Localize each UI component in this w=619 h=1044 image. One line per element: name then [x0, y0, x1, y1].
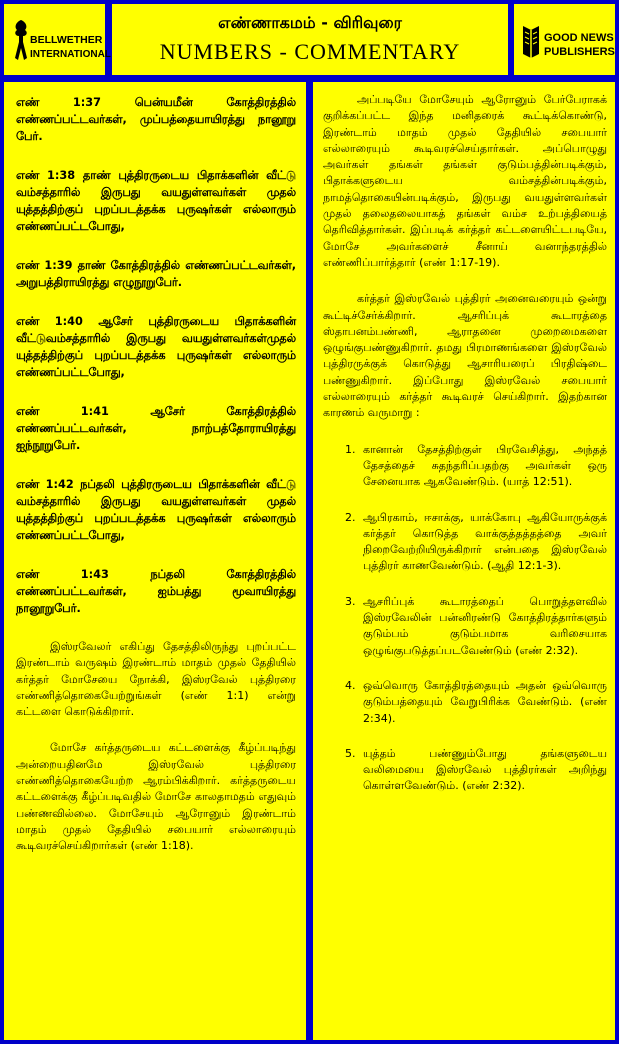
verse-1-41: எண் 1:41 ஆசேர் கோத்திரத்தில் எண்ணப்பட்டவர்கள், நாற்பத்தோராயிரத்து ஐந்நூறுபேர்.	[16, 405, 296, 452]
commentary-paragraph: கர்த்தர் இஸ்ரவேல் புத்திரர் அனைவரையும் ஒன்று கூட்டிச்சேர்க்கிறார். ஆசரிப்புக் கூடாரத்தை ஸ்தாபனம்பண்ணி, ஆராதனை முறைமைகளை ஒழுங்குபண்ணுகிறார். தமது பிரமாணங்களை இஸ்ரவேல் புத்திரருக்குக் கொடுத்து ஆசாரியரைப் பிரதிஷ்டை பண்ணுகிறார். இப்போது இஸ்ரவேல் சபையார் எல்லாரையும் கர்த்தர் கூடிவரச் செய்கிறார். இதற்கான காரணம் வருமாறு :	[323, 292, 607, 420]
page-header	[112, 4, 508, 75]
list-item: 1. கானான் தேசத்திற்குள் பிரவேசித்து, அந்தத் தேசத்தைச் சுதந்தரிப்பதற்கு அவர்கள் ஒரு சேனையாக ஆகவேண்டும். (யாத் 12:51).	[359, 442, 607, 491]
reasons-list	[323, 442, 607, 795]
list-item: 2. ஆபிரகாம், ஈசாக்கு, யாக்கோபு ஆகியோருக்குக் கர்த்தர் கொடுத்த வாக்குத்தத்தத்தை அவர் நிறைவேற்றியிருக்கிறார் என்பதை இஸ்ரவேல் புத்திரர் காணவேண்டும். (ஆதி 12:1-3).	[359, 510, 607, 575]
verse-1-37: எண் 1:37 பென்யமீன் கோத்திரத்தில் எண்ணப்பட்டவர்கள், முப்பத்தையாயிரத்து நானூறு பேர்.	[16, 96, 296, 143]
verse-1-40: எண் 1:40 ஆசேர் புத்திரருடைய பிதாக்களின் வீட்டுவம்சத்தாரில் இருபது வயதுள்ளவர்கள்முதல் யுத்தத்திற்குப் புறப்படத்தக்க புருஷர்கள் எல்லாரும் எண்ணப்பட்டபோது,	[16, 315, 296, 379]
book-icon	[520, 22, 542, 60]
good-news-logo	[514, 4, 615, 75]
left-column	[4, 82, 306, 1040]
title-english: NUMBERS - COMMENTARY	[159, 39, 461, 64]
commentary-paragraph: அப்படியே மோசேயும் ஆரோனும் பேர்பேராகக் குறிக்கப்பட்ட இந்த மனிதரைக் கூட்டிக்கொண்டு, இரண்டாம் மாதம் முதல் தேதியில் சபையார் எல்லாரையும் கூடிவரச்செய்தார்கள். அப்பொழுது அவர்கள் தங்கள் தங்கள் குடும்பத்தின்படிக்கும், பிதாக்களுடைய வம்சத்தின்படிக்கும், நாமத்தொகையின்படிக்கும், இருபது வயதுள்ளவர்கள் முதல் தலைதலையாகத் தங்கள் வம்ச உற்பத்தியைத் தெரிவித்தார்கள். இப்படிக் கர்த்தர் கட்டளையிட்டபடியே, மோசே அவர்களைச் சீனாய் வனாந்தரத்தில் எண்ணிப்பார்த்தார் (எண் 1:17-19).	[323, 93, 607, 269]
ram-icon	[11, 18, 31, 62]
good-news-line1: GOOD NEWS	[544, 32, 614, 44]
bellwether-logo	[4, 4, 111, 75]
verse-1-42: எண் 1:42 நப்தலி புத்திரருடைய பிதாக்களின் வீட்டு வம்சத்தாரில் இருபது வயதுள்ளவர்கள் முதல் யுத்தத்திற்குப் புறப்படத்தக்க புருஷர்கள் எல்லாரும் எண்ணப்பட்டபோது,	[16, 478, 296, 542]
verse-1-39: எண் 1:39 தாண் கோத்திரத்தில் எண்ணப்பட்டவர்கள், அறுபத்திராயிரத்து எழுநூறுபேர்.	[16, 259, 296, 289]
commentary-paragraph: இஸ்ரவேலர் எகிப்து தேசத்திலிருந்து புறப்பட்ட இரண்டாம் வருஷம் இரண்டாம் மாதம் முதல் தேதியில் கர்த்தர் மோசேயை நோக்கி, இஸ்ரவேல் புத்திரரை எண்ணித்தொகையேற்றுங்கள் (எண் 1:1) என்று கட்டளை கொடுக்கிறார்.	[16, 640, 296, 719]
verse-1-38: எண் 1:38 தாண் புத்திரருடைய பிதாக்களின் வீட்டு வம்சத்தாரில் இருபது வயதுள்ளவர்கள் முதல் யுத்தத்திற்குப் புறப்படத்தக்க புருஷர்கள் எல்லாரும் எண்ணப்பட்டபோது,	[16, 169, 296, 233]
verse-1-43: எண் 1:43 நப்தலி கோத்திரத்தில் எண்ணப்பட்டவர்கள், ஐம்பத்து மூவாயிரத்து நானூறுபேர்.	[16, 568, 296, 615]
commentary-paragraph: மோசே கர்த்தருடைய கட்டளைக்கு கீழ்ப்படிந்து அன்றையதினமே இஸ்ரவேல் புத்திரரை எண்ணித்தொகையேற்ற ஆரம்பிக்கிறார். கர்த்தருடைய கட்டளைக்கு கீழ்ப்படிவதில் மோசே காலதாமதம் எதுவும் பண்ணவில்லை. மோசேயும் ஆரோனும் இரண்டாம் மாதம் முதல் தேதியில் சபையார் எல்லாரையும் கூடிவரச்செய்கிறார்கள் (எண் 1:18).	[16, 741, 296, 853]
bellwether-line1: BELLWETHER	[30, 34, 103, 46]
good-news-line2: PUBLISHERS	[544, 46, 615, 58]
title-tamil: எண்ணாகமம் - விரிவுரை	[218, 13, 402, 32]
list-item: 3. ஆசரிப்புக் கூடாரத்தைப் பொறுத்தளவில் இஸ்ரவேலின் பன்னிரண்டு கோத்திரத்தார்களும் குடும்பம் குடும்பமாக வரிசையாக ஒழுங்குபடுத்தப்படவேண்டும் (எண் 2:32).	[359, 594, 607, 659]
list-item: 5. யுத்தம் பண்ணும்போது தங்களுடைய வலிமையை இஸ்ரவேல் புத்திரர்கள் அறிந்து கொள்ளவேண்டும். (எண் 2:32).	[359, 746, 607, 795]
right-column	[313, 82, 615, 1040]
list-item: 4. ஒவ்வொரு கோத்திரத்தையும் அதன் ஒவ்வொரு குடும்பத்தையும் வேறுபிரிக்க வேண்டும். (எண் 2:34).	[359, 678, 607, 727]
bellwether-line2: INTERNATIONAL	[30, 49, 111, 60]
